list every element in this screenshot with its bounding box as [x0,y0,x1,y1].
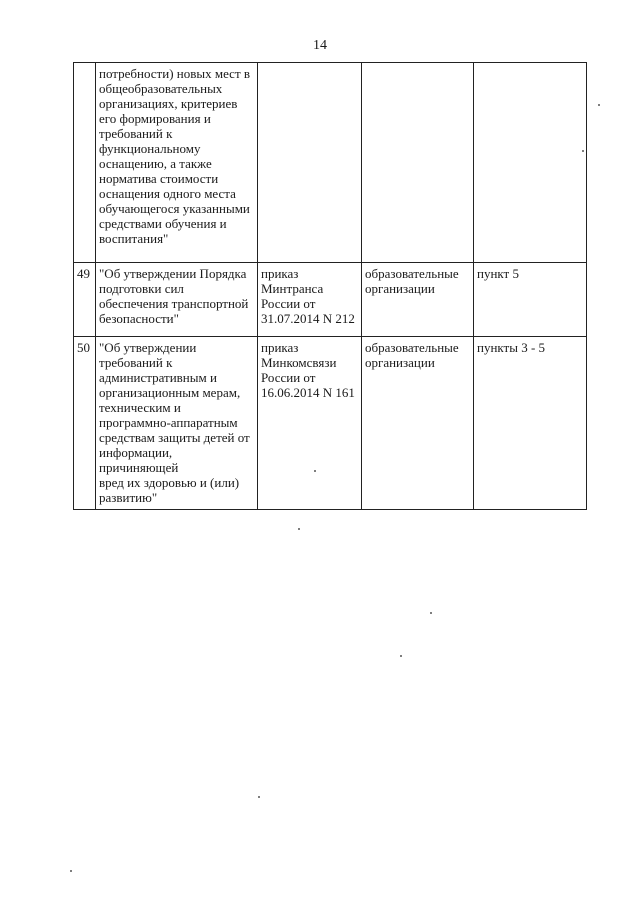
document-title: "Об утверждении требований к административным и организационным мерам, техническим и программно-аппаратным средствам защиты детей от информации, причиняющей вред их здоровью и (или) развитию" [96,337,258,510]
legal-act: приказ Минкомсвязи России от 16.06.2014 N 161 [258,337,362,510]
row-number: 49 [74,263,96,337]
row-number: 50 [74,337,96,510]
clause-reference [474,63,587,263]
applies-to [362,63,474,263]
table-row [74,63,587,263]
scan-speck [400,655,402,657]
scan-speck [258,796,260,798]
regulations-table [73,62,587,510]
scan-speck [430,612,432,614]
scan-speck [298,528,300,530]
scan-speck [70,870,72,872]
page-number: 14 [313,38,327,53]
legal-act: приказ Минтранса России от 31.07.2014 N 212 [258,263,362,337]
scan-speck [582,150,584,152]
clause-reference: пункт 5 [474,263,587,337]
scan-speck [598,104,600,106]
document-title: "Об утверждении Порядка подготовки сил обеспечения транспортной безопасности" [96,263,258,337]
row-number [74,63,96,263]
legal-act [258,63,362,263]
table-row [74,263,587,337]
table-row [74,337,587,510]
scan-speck [314,470,316,472]
document-title: потребности) новых мест в общеобразовательных организациях, критериев его формирования и требований к функциональному оснащению, а также норматива стоимости оснащения одного места обучающегося указанными средствами обучения и воспитания" [96,63,258,263]
clause-reference: пункты 3 - 5 [474,337,587,510]
applies-to: образовательные организации [362,263,474,337]
applies-to: образовательные организации [362,337,474,510]
